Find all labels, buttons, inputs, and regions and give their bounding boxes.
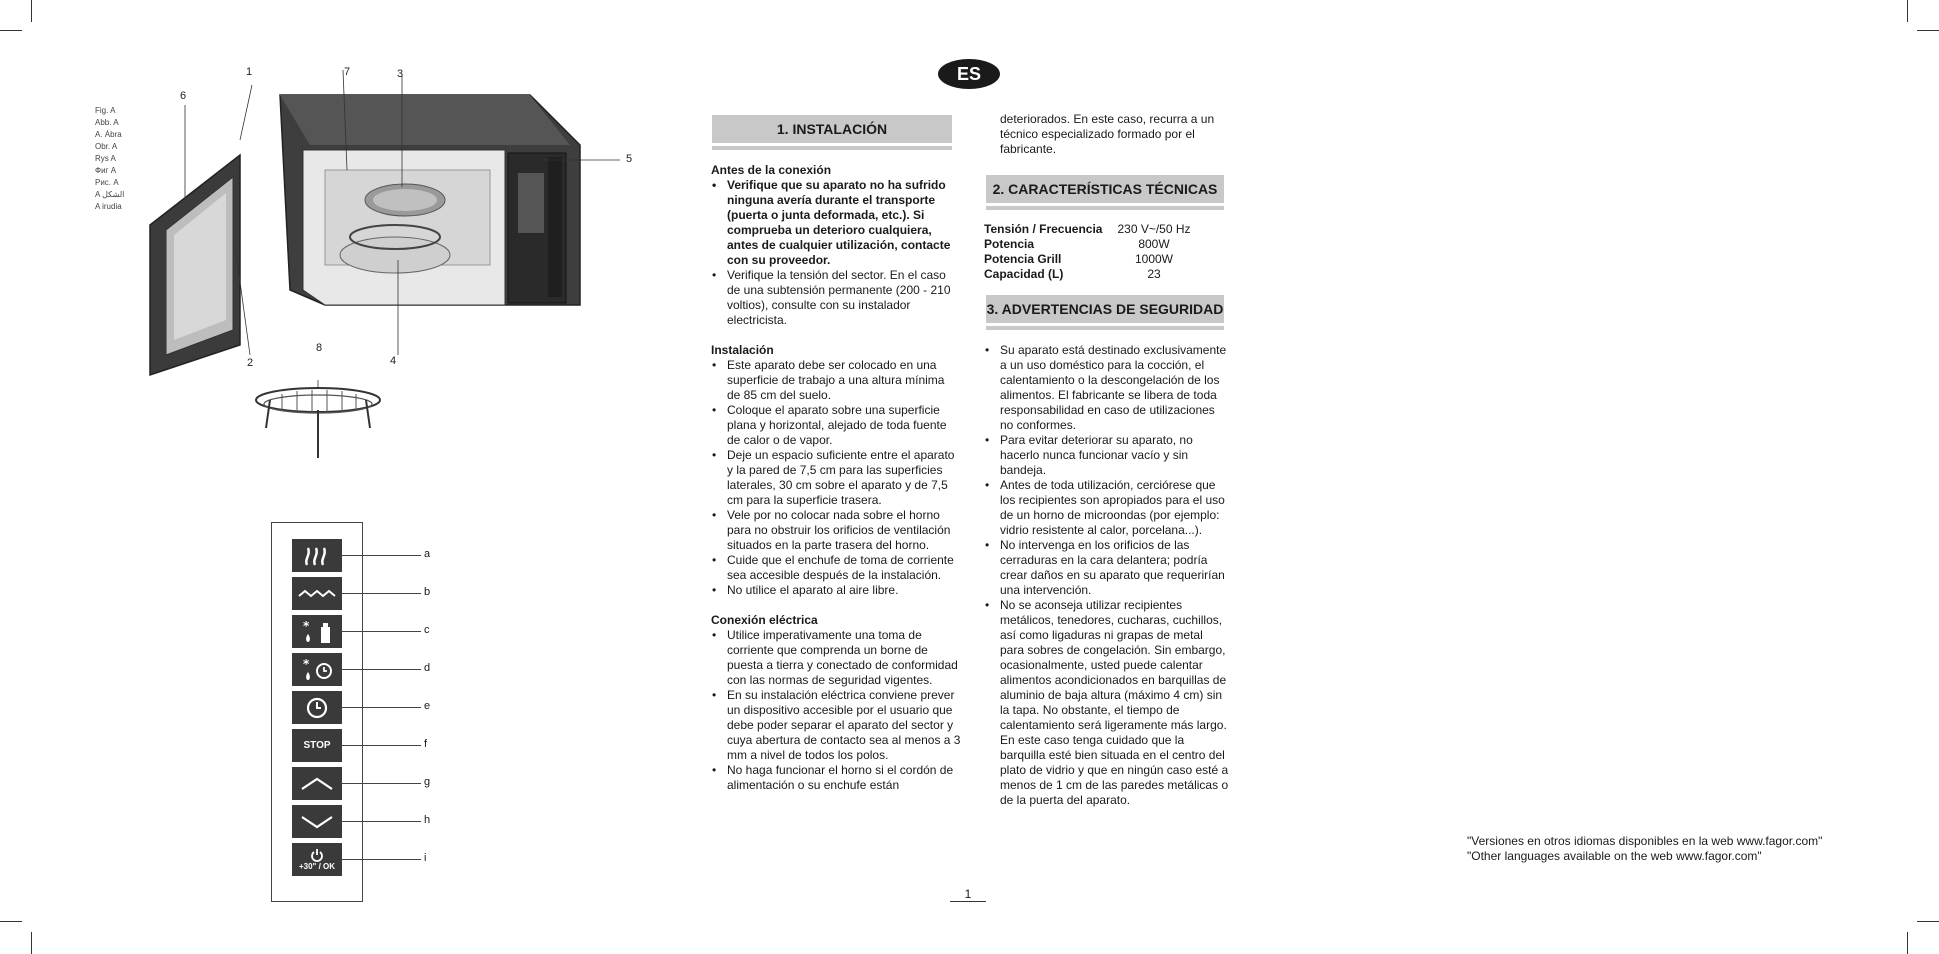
list-item: • Coloque el aparato sobre una superficie plana y horizontal, alejado de toda fuente de calor o de vapor. bbox=[727, 403, 961, 448]
crop-mark bbox=[1917, 30, 1939, 31]
fig-label: A الشكل bbox=[95, 190, 125, 199]
figure-label-list bbox=[95, 105, 124, 213]
table-row bbox=[984, 222, 1194, 237]
spec-value: 800W bbox=[1138, 237, 1170, 251]
footer-line: "Versiones en otros idiomas disponibles en la web www.fagor.com" bbox=[1467, 834, 1823, 848]
power-icon bbox=[310, 848, 324, 862]
list-item: • Utilice imperativamente una toma de corriente que comprenda un borne de puesta a tierra y conectado de conformidad con las normas de seguridad vigentes. bbox=[727, 628, 961, 688]
installation-column bbox=[711, 163, 961, 793]
electrical-connection-list bbox=[711, 628, 961, 793]
language-availability-note bbox=[1467, 834, 1822, 864]
callout-number: 3 bbox=[397, 68, 404, 80]
crop-mark bbox=[0, 30, 22, 31]
fig-label: Abb. A bbox=[95, 118, 119, 127]
crop-mark bbox=[31, 932, 32, 954]
page-number: 1 bbox=[950, 887, 986, 902]
before-connection-list bbox=[711, 178, 961, 328]
spec-key: Potencia bbox=[984, 237, 1035, 251]
list-item: • Cuide que el enchufe de toma de corriente sea accesible después de la instalación. bbox=[727, 553, 961, 583]
panel-leader bbox=[341, 745, 421, 746]
panel-button-e bbox=[292, 691, 342, 724]
arrow-up-icon bbox=[299, 776, 335, 792]
grill-rack-illustration bbox=[252, 380, 384, 460]
table-row bbox=[984, 267, 1194, 282]
ok-label: +30" / OK bbox=[298, 862, 336, 871]
fig-label: A irudia bbox=[95, 202, 122, 211]
list-item: • Para evitar deteriorar su aparato, no hacerlo nunca funcionar vacío y sin bandeja. bbox=[1000, 433, 1229, 478]
list-item: • No utilice el aparato al aire libre. bbox=[727, 583, 961, 598]
panel-leader bbox=[341, 669, 421, 670]
callout-number: 5 bbox=[626, 153, 633, 165]
spec-value: 230 V~/50 Hz bbox=[1117, 222, 1191, 236]
language-badge: ES bbox=[938, 59, 1000, 89]
fig-label: Rys A bbox=[95, 154, 116, 163]
panel-button-b bbox=[292, 577, 342, 610]
fig-label: A. Ábra bbox=[95, 130, 122, 139]
crop-mark bbox=[31, 0, 32, 22]
callout-number: 2 bbox=[247, 357, 254, 369]
panel-letter: f bbox=[424, 738, 428, 750]
list-item: • Verifique la tensión del sector. En el caso de una subtensión permanente (200 - 210 voltios), consulte con su instalador electricista. bbox=[727, 268, 961, 328]
panel-leader bbox=[341, 821, 421, 822]
panel-letter: d bbox=[424, 662, 431, 674]
spec-key: Potencia Grill bbox=[984, 252, 1062, 266]
list-item: • Deje un espacio suficiente entre el aparato y la pared de 7,5 cm para las superficies laterales, 30 cm sobre el aparato y de 7,5 cm para la superficie trasera. bbox=[727, 448, 961, 508]
list-item: • No intervenga en los orificios de las cerraduras en la cara delantera; podría crear daños en su aparato que requerirían una intervención. bbox=[1000, 538, 1229, 598]
crop-mark bbox=[1907, 0, 1908, 22]
fig-label: Рис. А bbox=[95, 178, 119, 187]
spec-key: Tensión / Frecuencia bbox=[984, 222, 1103, 236]
section-1-heading: 1. INSTALACIÓN bbox=[712, 115, 952, 146]
panel-letter: a bbox=[424, 548, 431, 560]
safety-list bbox=[984, 343, 1229, 808]
fig-label: Obr. A bbox=[95, 142, 118, 151]
panel-letter: g bbox=[424, 776, 431, 788]
crop-mark bbox=[1917, 921, 1939, 922]
list-item: • Vele por no colocar nada sobre el horno para no obstruir los orificios de ventilación situados en la parte trasera del horno. bbox=[727, 508, 961, 553]
callout-number: 4 bbox=[390, 355, 397, 367]
arrow-down-icon bbox=[299, 814, 335, 830]
panel-leader bbox=[341, 631, 421, 632]
footer-line: "Other languages available on the web www.fagor.com" bbox=[1467, 849, 1762, 863]
grill-icon bbox=[302, 545, 332, 567]
stop-label: STOP bbox=[303, 740, 331, 751]
panel-button-h bbox=[292, 805, 342, 838]
clock-icon bbox=[305, 696, 329, 720]
electrical-connection-heading: Conexión eléctrica bbox=[711, 613, 818, 627]
fig-label: Фиг А bbox=[95, 166, 117, 175]
panel-letter: h bbox=[424, 814, 431, 826]
callout-number: 6 bbox=[180, 90, 187, 102]
panel-leader bbox=[341, 555, 421, 556]
continued-text bbox=[1000, 112, 1230, 157]
callout-number: 1 bbox=[246, 66, 253, 78]
microwave-wave-icon bbox=[297, 587, 337, 601]
panel-leader bbox=[341, 707, 421, 708]
panel-button-a bbox=[292, 539, 342, 572]
panel-letter: c bbox=[424, 624, 430, 636]
installation-heading: Instalación bbox=[711, 343, 774, 357]
svg-text:*: * bbox=[303, 656, 310, 671]
callout-number: 7 bbox=[344, 66, 351, 78]
microwave-illustration bbox=[140, 65, 660, 385]
technical-specs-table bbox=[984, 222, 1194, 282]
panel-button-g bbox=[292, 767, 342, 800]
before-connection-heading: Antes de la conexión bbox=[711, 163, 832, 177]
continued-paragraph: deteriorados. En este caso, recurra a un técnico especializado formado por el fabricante. bbox=[1000, 112, 1215, 156]
fig-label: Fig. A bbox=[95, 106, 116, 115]
spec-value: 1000W bbox=[1134, 252, 1174, 266]
list-item: • No haga funcionar el horno si el cordón de alimentación o su enchufe están bbox=[727, 763, 961, 793]
callout-number: 8 bbox=[316, 342, 323, 354]
installation-list bbox=[711, 358, 961, 598]
panel-letter: b bbox=[424, 586, 431, 598]
table-row bbox=[984, 252, 1194, 267]
panel-button-c bbox=[292, 615, 342, 648]
list-item: • Su aparato está destinado exclusivamente a un uso doméstico para la cocción, el calentamiento o la descongelación de los alimentos. El fabricante se libera de toda responsabilidad en caso de utilizaciones no conformes. bbox=[1000, 343, 1229, 433]
panel-letter: e bbox=[424, 700, 431, 712]
section-2-heading: 2. CARACTERÍSTICAS TÉCNICAS bbox=[986, 175, 1224, 206]
panel-leader bbox=[341, 593, 421, 594]
crop-mark bbox=[1907, 932, 1908, 954]
panel-leader bbox=[341, 783, 421, 784]
safety-column bbox=[984, 343, 1229, 808]
crop-mark bbox=[0, 921, 22, 922]
list-item: • No se aconseja utilizar recipientes metálicos, tenedores, cucharas, cuchillos, así como ligaduras ni grapas de metal para sobres de congelación. Sin embargo, ocasionalmente, usted puede calentar alimentos acondicionados en barquillas de aluminio de baja altura (máximo 4 cm) sin la tapa. No obstante, el tiempo de calentamiento será ligeramente más largo. En este caso tenga cuidado que la barquilla esté bien situada en el centro del plato de vidrio y que en ningún caso esté a menos de 1 cm de las paredes metálicas o de la puerta del aparato. bbox=[1000, 598, 1229, 808]
spec-key: Capacidad (L) bbox=[984, 267, 1064, 281]
defrost-weight-icon bbox=[300, 619, 334, 645]
list-item: • Verifique que su aparato no ha sufrido ninguna avería durante el transporte (puerta o junta deformada, etc.). Si comprueba un deterioro cualquiera, antes de cualquier utilización, contacte con su proveedor. bbox=[727, 178, 961, 268]
list-item: • En su instalación eléctrica conviene prever un dispositivo accesible por el usuario que debe poder separar el aparato del sector y cuya abertura de contacto sea al menos a 3 mm a nivel de todos los polos. bbox=[727, 688, 961, 763]
defrost-time-icon bbox=[300, 657, 334, 683]
panel-button-f bbox=[292, 729, 342, 762]
list-item: • Antes de toda utilización, cerciórese que los recipientes son apropiados para el uso de un horno de microondas (por ejemplo: vidrio resistente al calor, porcelana...). bbox=[1000, 478, 1229, 538]
panel-leader bbox=[341, 859, 421, 860]
panel-letter: i bbox=[424, 852, 427, 864]
table-row bbox=[984, 237, 1194, 252]
panel-button-i bbox=[292, 843, 342, 876]
control-panel-diagram bbox=[271, 522, 363, 902]
svg-text:*: * bbox=[303, 618, 310, 633]
panel-button-d bbox=[292, 653, 342, 686]
spec-value: 23 bbox=[1147, 267, 1161, 281]
section-3-heading: 3. ADVERTENCIAS DE SEGURIDAD bbox=[986, 295, 1224, 326]
list-item: • Este aparato debe ser colocado en una superficie de trabajo a una altura mínima de 85 cm del suelo. bbox=[727, 358, 961, 403]
